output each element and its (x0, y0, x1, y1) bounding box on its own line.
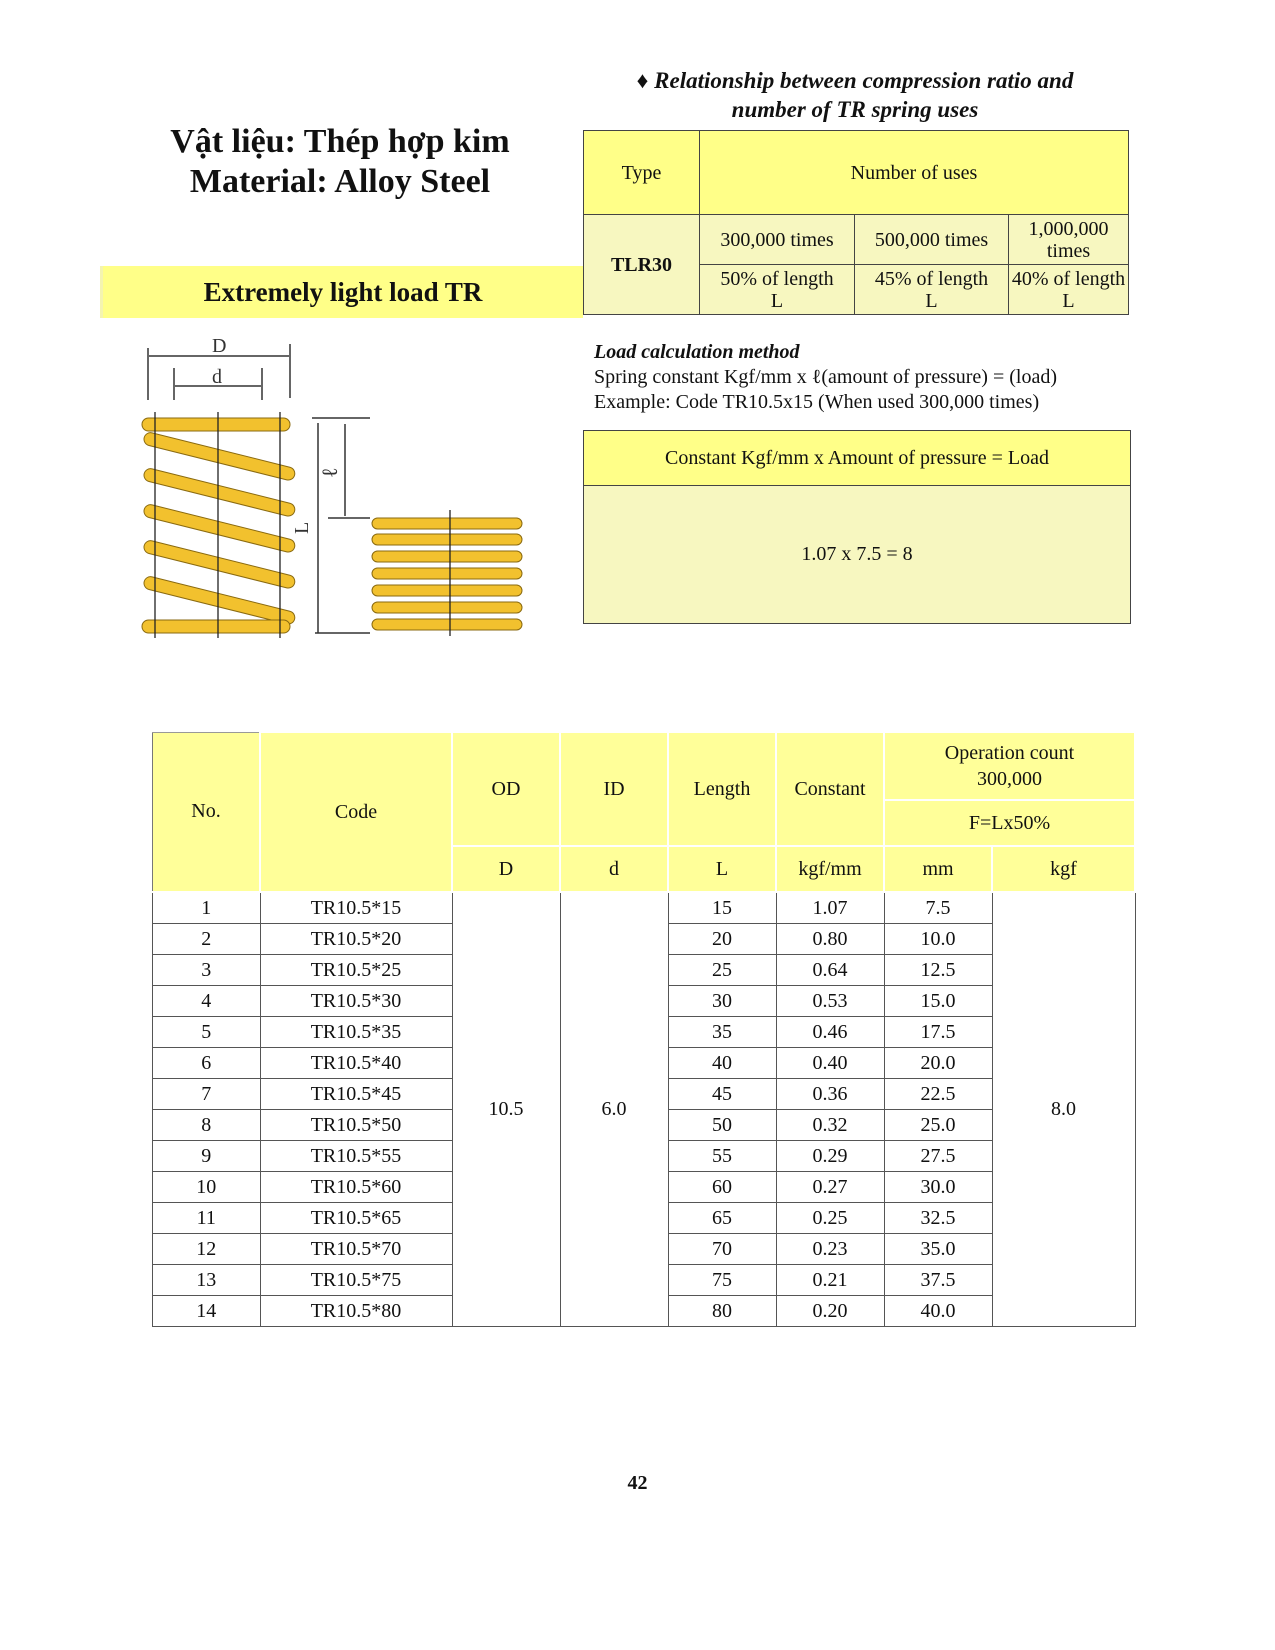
relationship-heading (585, 66, 1125, 124)
cell-travel: 35.0 (884, 1234, 992, 1265)
spring-diagram (140, 338, 560, 668)
cell-constant: 0.40 (776, 1048, 884, 1079)
cell-travel: 7.5 (884, 892, 992, 924)
header-constant: Constant (776, 732, 884, 846)
cell-no: 6 (153, 1048, 261, 1079)
header-operation (884, 732, 1135, 800)
cell-travel: 12.5 (884, 955, 992, 986)
header-operation-line2: 300,000 (977, 768, 1042, 790)
cell-travel: 27.5 (884, 1141, 992, 1172)
cell-code: TR10.5*55 (260, 1141, 452, 1172)
load-method (594, 340, 1057, 415)
cell-od: 10.5 (452, 892, 560, 1327)
cell-length: 65 (668, 1203, 776, 1234)
cell-constant: 0.64 (776, 955, 884, 986)
label-D: D (212, 338, 227, 357)
cell-length: 70 (668, 1234, 776, 1265)
label-travel: ℓ (317, 467, 342, 478)
unit-load: kgf (992, 846, 1135, 892)
cell-constant: 0.25 (776, 1203, 884, 1234)
cell-code: TR10.5*30 (260, 986, 452, 1017)
uses-header: Number of uses (700, 131, 1129, 215)
cell-constant: 0.80 (776, 924, 884, 955)
cell-code: TR10.5*45 (260, 1079, 452, 1110)
cell-no: 14 (153, 1296, 261, 1327)
cell-no: 3 (153, 955, 261, 986)
cell-no: 12 (153, 1234, 261, 1265)
relationship-heading-line2: number of TR spring uses (731, 97, 979, 122)
cell-travel: 10.0 (884, 924, 992, 955)
spec-table (152, 731, 1136, 1327)
cell-code: TR10.5*50 (260, 1110, 452, 1141)
relationship-heading-line1: ♦ Relationship between compression ratio and (636, 68, 1074, 93)
calculation-header: Constant Kgf/mm x Amount of pressure = Load (584, 431, 1130, 486)
cell-length: 20 (668, 924, 776, 955)
cell-length: 60 (668, 1172, 776, 1203)
cell-constant: 0.29 (776, 1141, 884, 1172)
cell-no: 2 (153, 924, 261, 955)
header-od: OD (452, 732, 560, 846)
cell-travel: 15.0 (884, 986, 992, 1017)
header-id: ID (560, 732, 668, 846)
relationship-table (583, 130, 1129, 315)
cell-constant: 0.32 (776, 1110, 884, 1141)
header-formula: F=Lx50% (884, 800, 1135, 846)
header-length: Length (668, 732, 776, 846)
cell-code: TR10.5*75 (260, 1265, 452, 1296)
header-operation-line1: Operation count (944, 742, 1075, 764)
cell-length: 25 (668, 955, 776, 986)
cell-travel: 20.0 (884, 1048, 992, 1079)
cell-constant: 1.07 (776, 892, 884, 924)
compressed-spring (372, 518, 522, 630)
label-d: d (212, 366, 222, 388)
cell-constant: 0.46 (776, 1017, 884, 1048)
series-band (100, 266, 583, 318)
cell-code: TR10.5*35 (260, 1017, 452, 1048)
cell-no: 11 (153, 1203, 261, 1234)
series-label: Extremely light load TR (203, 277, 483, 307)
cell-constant: 0.21 (776, 1265, 884, 1296)
cell-length: 80 (668, 1296, 776, 1327)
page-number: 42 (627, 1472, 648, 1494)
cell-code: TR10.5*70 (260, 1234, 452, 1265)
calculation-value: 1.07 x 7.5 = 8 (584, 486, 1130, 623)
cell-id: 6.0 (560, 892, 668, 1327)
type-header: Type (584, 131, 700, 215)
type-value: TLR30 (584, 215, 700, 315)
uses-count-3: 1,000,000 times (1009, 215, 1129, 265)
cell-load: 8.0 (992, 892, 1135, 1327)
table-row (153, 892, 1136, 924)
page-title (120, 122, 560, 202)
cell-no: 4 (153, 986, 261, 1017)
uses-ratio-2: 45% of length L (855, 265, 1009, 315)
cell-code: TR10.5*25 (260, 955, 452, 986)
load-method-formula: Spring constant Kgf/mm x ℓ(amount of pressure) = (load) (594, 366, 1057, 388)
title-vietnamese: Vật liệu: Thép hợp kim (170, 123, 510, 160)
cell-travel: 25.0 (884, 1110, 992, 1141)
unit-constant: kgf/mm (776, 846, 884, 892)
cell-constant: 0.27 (776, 1172, 884, 1203)
cell-code: TR10.5*65 (260, 1203, 452, 1234)
cell-travel: 22.5 (884, 1079, 992, 1110)
uses-count-1: 300,000 times (700, 215, 855, 265)
cell-travel: 40.0 (884, 1296, 992, 1327)
cell-code: TR10.5*40 (260, 1048, 452, 1079)
load-method-example: Example: Code TR10.5x15 (When used 300,000 times) (594, 391, 1040, 413)
header-code: Code (260, 732, 452, 892)
cell-code: TR10.5*80 (260, 1296, 452, 1327)
unit-od: D (452, 846, 560, 892)
cell-constant: 0.36 (776, 1079, 884, 1110)
cell-length: 50 (668, 1110, 776, 1141)
cell-length: 15 (668, 892, 776, 924)
label-L: L (291, 521, 313, 534)
unit-length: L (668, 846, 776, 892)
cell-length: 45 (668, 1079, 776, 1110)
cell-no: 1 (153, 892, 261, 924)
cell-travel: 37.5 (884, 1265, 992, 1296)
cell-constant: 0.20 (776, 1296, 884, 1327)
cell-length: 75 (668, 1265, 776, 1296)
load-method-heading: Load calculation method (594, 341, 800, 363)
uses-ratio-3: 40% of length L (1009, 265, 1129, 315)
free-spring (142, 418, 296, 633)
cell-length: 30 (668, 986, 776, 1017)
cell-no: 10 (153, 1172, 261, 1203)
unit-travel: mm (884, 846, 992, 892)
cell-code: TR10.5*15 (260, 892, 452, 924)
cell-constant: 0.53 (776, 986, 884, 1017)
calculation-box (583, 430, 1131, 624)
cell-length: 35 (668, 1017, 776, 1048)
cell-length: 55 (668, 1141, 776, 1172)
cell-travel: 17.5 (884, 1017, 992, 1048)
unit-id: d (560, 846, 668, 892)
cell-constant: 0.23 (776, 1234, 884, 1265)
cell-code: TR10.5*20 (260, 924, 452, 955)
uses-ratio-1: 50% of length L (700, 265, 855, 315)
header-no: No. (153, 732, 261, 892)
cell-no: 13 (153, 1265, 261, 1296)
cell-no: 9 (153, 1141, 261, 1172)
uses-count-2: 500,000 times (855, 215, 1009, 265)
cell-length: 40 (668, 1048, 776, 1079)
cell-code: TR10.5*60 (260, 1172, 452, 1203)
cell-travel: 30.0 (884, 1172, 992, 1203)
cell-no: 5 (153, 1017, 261, 1048)
cell-travel: 32.5 (884, 1203, 992, 1234)
title-english: Material: Alloy Steel (189, 163, 491, 200)
cell-no: 7 (153, 1079, 261, 1110)
cell-no: 8 (153, 1110, 261, 1141)
